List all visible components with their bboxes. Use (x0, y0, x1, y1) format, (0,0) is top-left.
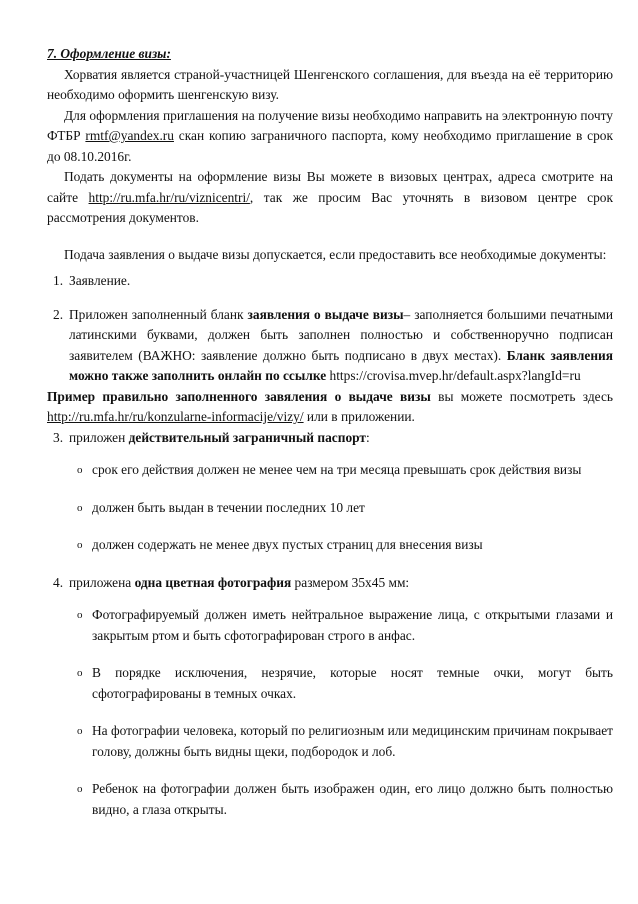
crovisa-url[interactable]: https://crovisa.mvep.hr/default.aspx?langId=ru (326, 368, 581, 383)
list-item-passport: 3. приложен действительный заграничный паспорт: (53, 429, 370, 445)
spacer (47, 481, 613, 498)
bullet-item: o должен содержать не менее двух пустых страниц для внесения визы (47, 535, 613, 556)
spacer (47, 762, 613, 779)
bullet-item: o должен быть выдан в течении последних 10 лет (47, 498, 613, 519)
spacer (47, 448, 613, 460)
bullet-item: o В порядке исключения, незрячие, которые носят темные очки, могут быть сфотографированы в темных очках. (77, 665, 613, 701)
spacer (47, 556, 613, 573)
example-link[interactable]: http://ru.mfa.hr/ru/konzularne-informacije/vizy/ (47, 409, 304, 424)
bullet-circle-icon: o (77, 539, 83, 551)
list-item-application: 1. Заявление. (53, 273, 131, 288)
bullet-item: o срок его действия должен не менее чем на три месяца превышать срок действия визы (47, 460, 613, 481)
bullet-circle-icon: o (77, 667, 83, 679)
email-link[interactable]: rmtf@yandex.ru (85, 128, 174, 143)
spacer (47, 646, 613, 663)
section-heading: 7. Оформление визы: (47, 46, 171, 61)
paragraph-example: Пример правильно заполненного завяления о выдаче визы вы можете посмотреть здесь http://ru.mfa.hr/ru/konzularne-informacije/vizy/ или в приложении. (47, 388, 613, 424)
bullet-item: o Фотографируемый должен иметь нейтральное выражение лица, с открытыми глазами и закрытым ртом и быть сфотографирован строго в анфас. (77, 607, 613, 643)
paragraph-visa-centers: Подать документы на оформление визы Вы можете в визовых центрах, адреса смотрите на сайте http://ru.mfa.hr/ru/viznicentri/, так же просим Вас уточнять в визовом центре срок рассмотрения документов. (47, 169, 613, 225)
bullet-circle-icon: o (77, 464, 83, 476)
bullet-circle-icon: o (77, 725, 83, 737)
spacer (47, 593, 613, 605)
bullet-item: o Ребенок на фотографии должен быть изображен один, его лицо должно быть полностью видно, а глаза открыты. (77, 781, 613, 817)
spacer (47, 229, 613, 245)
spacer (47, 292, 613, 305)
bullet-circle-icon: o (77, 783, 83, 795)
bullet-circle-icon: o (77, 501, 83, 514)
document-page (47, 44, 613, 820)
paragraph-documents-intro: Подача заявления о выдаче визы допускается, если предоставить все необходимые документы: (64, 246, 607, 262)
visa-centers-link[interactable]: http://ru.mfa.hr/ru/viznicentri/ (88, 189, 250, 205)
paragraph-schengen: Хорватия является страной-участницей Шенгенского соглашения, для въезда на её территорию необходимо оформить шенгенскую визу. (47, 66, 613, 102)
list-item-photo: 4. приложена одна цветная фотография размером 35x45 мм: (53, 574, 410, 590)
paragraph-invitation: Для оформления приглашения на получение визы необходимо направить на электронную почту ФТБР rmtf@yandex.ru скан копию заграничного паспорта, кому необходимо приглашение в срок до 08.10.2016г. (47, 107, 613, 164)
spacer (47, 704, 613, 721)
list-item-form: 2. Приложен заполненный бланк заявления о выдаче визы– заполняется большими печатными латинскими буквами, должен быть заполнен полностью и собственноручно подписан заявителем (ВАЖНО: заявление должно быть подписано в двух местах). Бланк заявления можно также заполнить онлайн по ссылке https://crovisa.mvep.hr/default.aspx?langId=ru (53, 306, 614, 383)
bullet-circle-icon: o (77, 609, 83, 621)
bullet-item: o На фотографии человека, который по религиозным или медицинским причинам покрывает голову, должны быть видны щеки, подбородок и лоб. (77, 723, 613, 759)
spacer (47, 518, 613, 535)
